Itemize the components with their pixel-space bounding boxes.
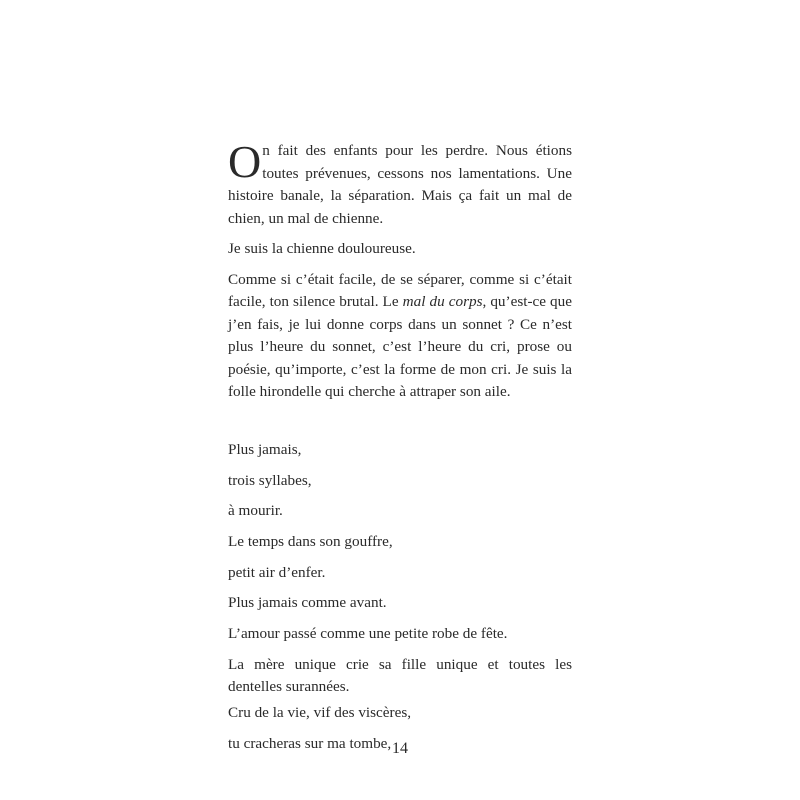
- paragraph-2: Je suis la chienne douloureuse.: [228, 240, 416, 257]
- verse-line: L’amour passé comme une petite robe de fête.: [228, 625, 508, 643]
- verse-line: La mère unique crie sa fille unique et toutes les dentelles surannées.: [228, 655, 572, 696]
- paragraph-3-text-end: , qu’est-ce que j’en fais, je lui donne corps dans un sonnet ? Ce n’est plus l’heure du sonnet, c’est l’heure du cri, prose ou poésie, qu’importe, c’est la forme de mon cri. Je suis la folle hirondelle qui cherche à attraper son aile.: [228, 293, 572, 400]
- verse-line: à mourir.: [228, 502, 283, 520]
- verse-line: Plus jamais comme avant.: [228, 594, 387, 612]
- verse-line: Cru de la vie, vif des viscères,: [228, 703, 412, 721]
- paragraph-1-text: n fait des enfants pour les perdre. Nous étions toutes prévenues, cessons nos lamentations. Une histoire banale, la séparation. Mais ça fait un mal de chien, un mal de chienne.: [228, 142, 572, 227]
- paragraph-3-text-start: Comme si c’était facile, de se séparer, comme si c’était facile, ton silence brutal. Le: [228, 270, 572, 310]
- paragraph-3-italic: mal du corps: [402, 293, 483, 310]
- paragraph-3: [228, 269, 572, 404]
- verse-line: petit air d’enfer.: [228, 563, 326, 581]
- verse-line: Plus jamais,: [228, 441, 302, 458]
- page-number: 14: [392, 740, 408, 757]
- paragraph-1: [228, 136, 572, 230]
- prose-section: [228, 136, 572, 412]
- verse-line: trois syllabes,: [228, 471, 312, 489]
- verse-line: Le temps dans son gouffre,: [228, 533, 393, 551]
- verse-section: [228, 439, 572, 763]
- verse-line: tu cracheras sur ma tombe,: [228, 734, 392, 752]
- drop-cap-letter: O: [228, 136, 262, 187]
